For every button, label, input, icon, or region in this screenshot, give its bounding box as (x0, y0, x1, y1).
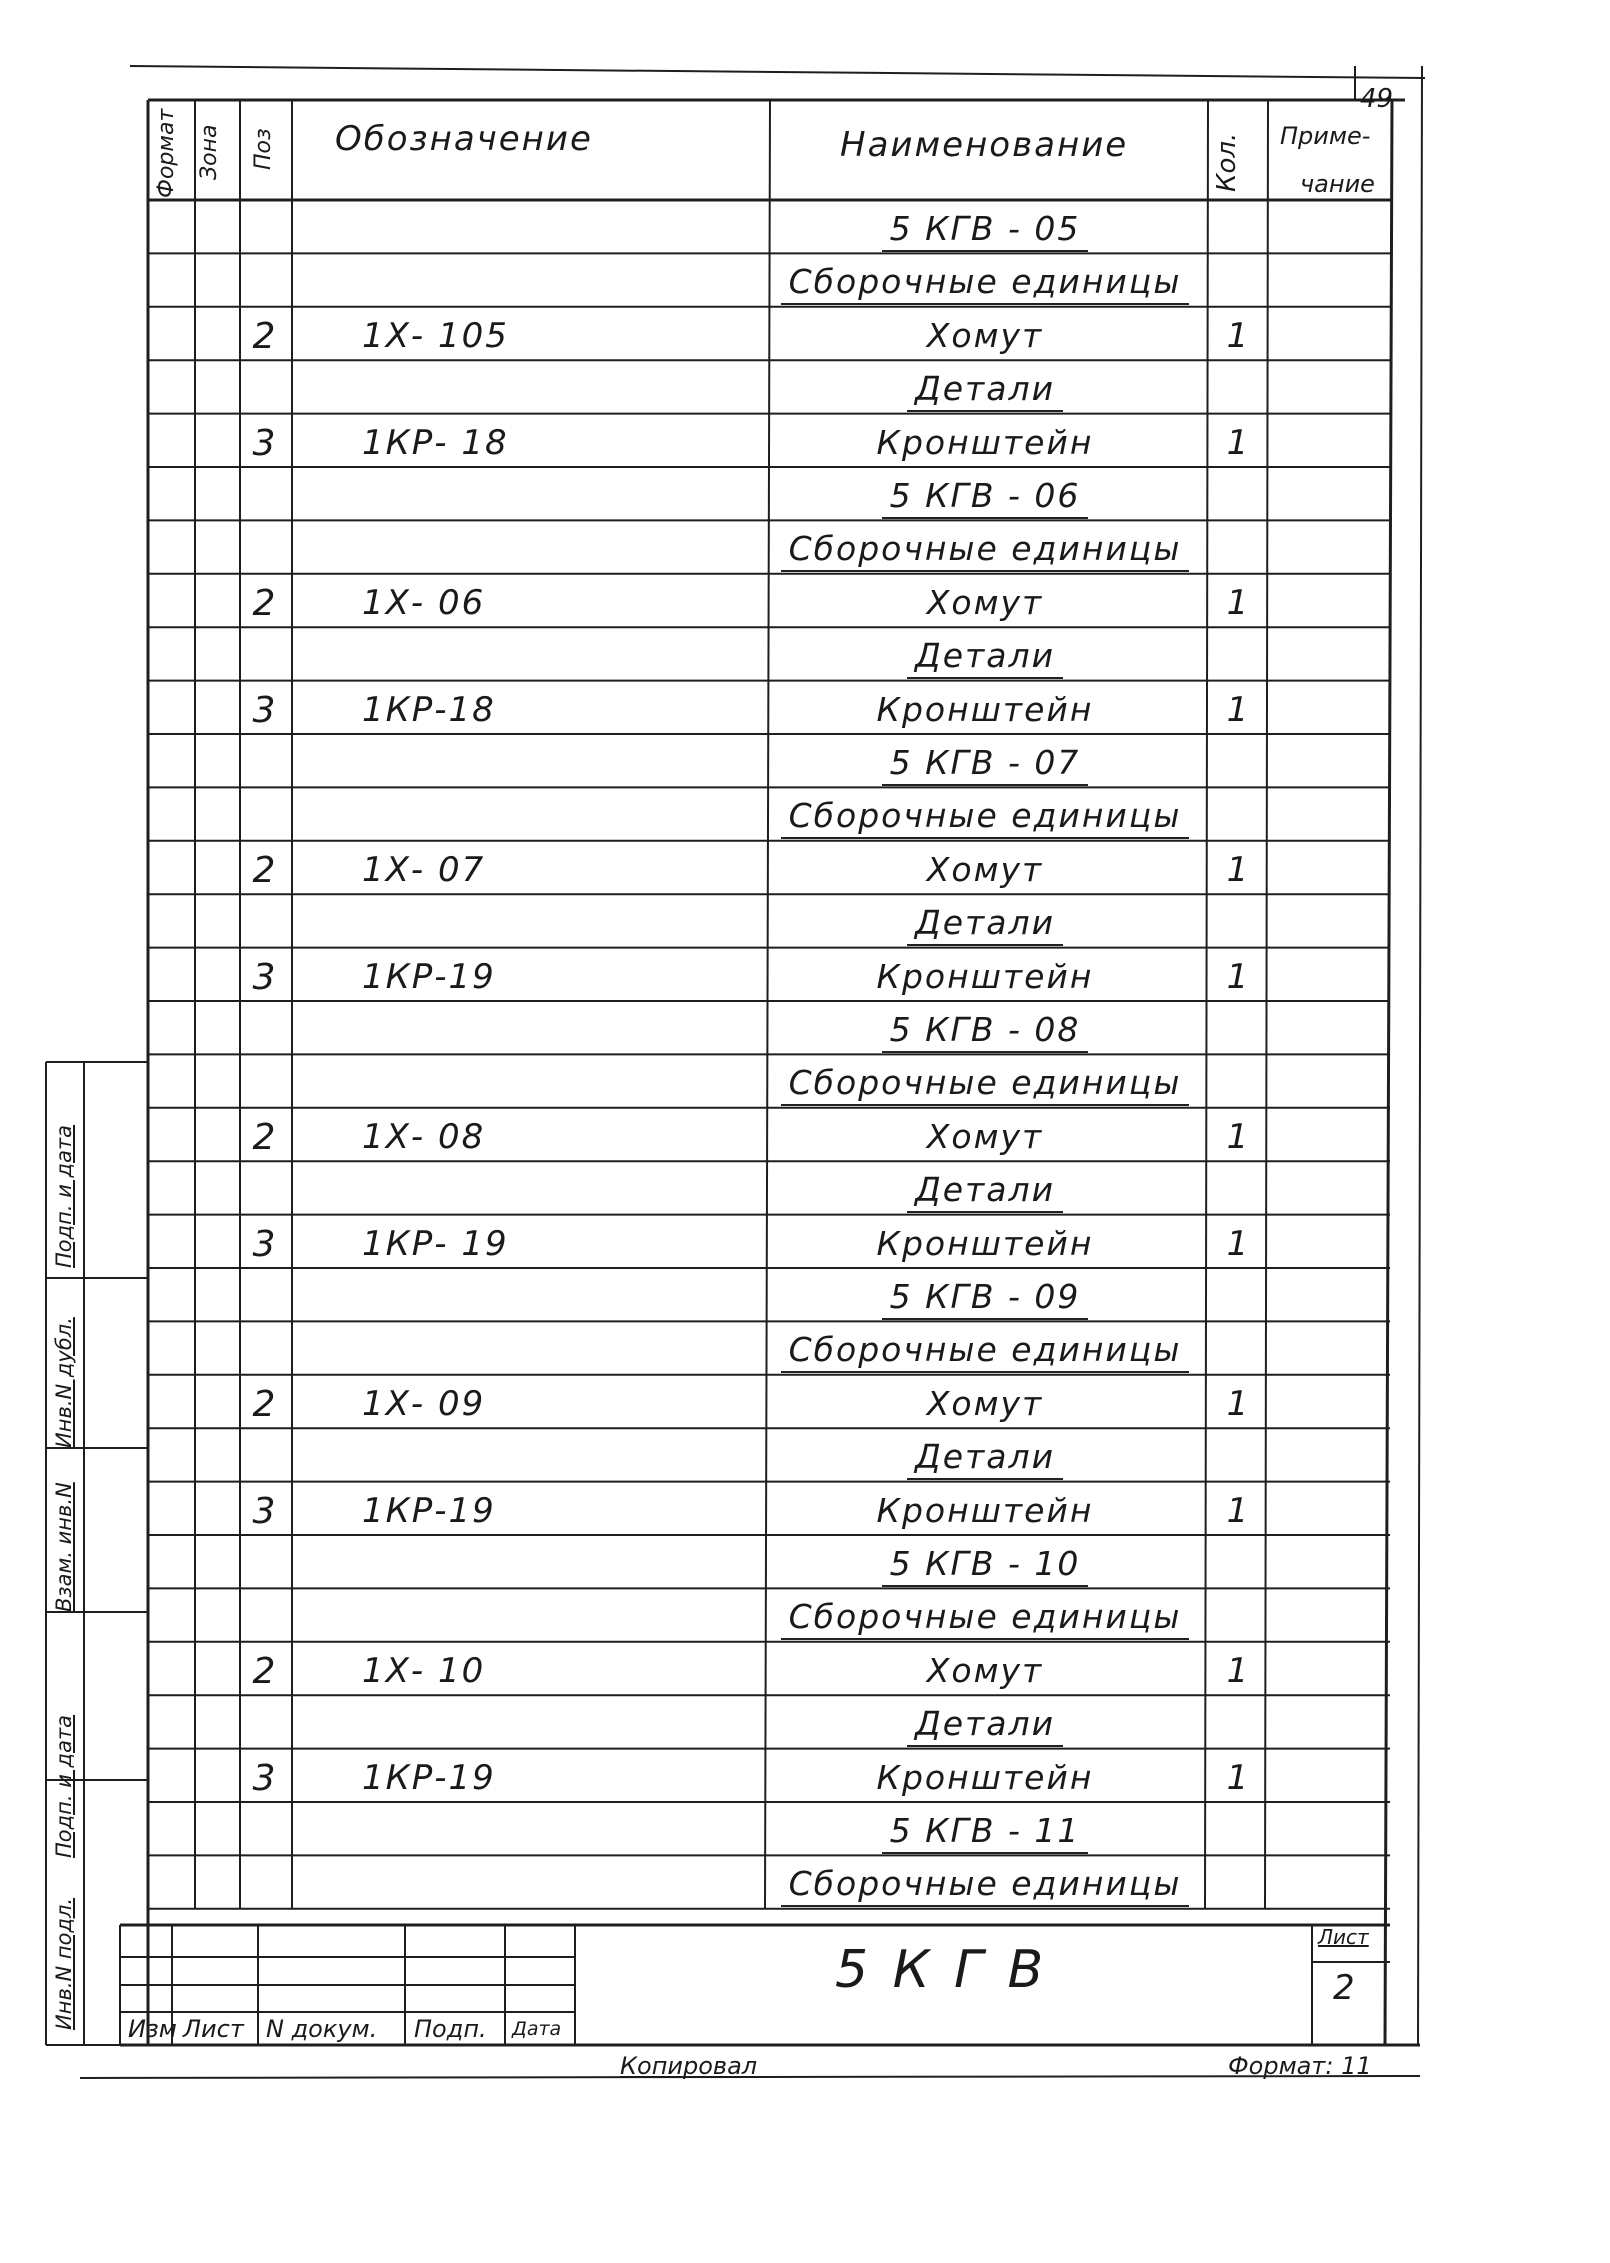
row-name-text: Кронштейн (876, 689, 1094, 729)
row-designation: 1Х- 105 (362, 315, 509, 356)
table-row (0, 520, 1610, 573)
row-name (775, 369, 1195, 409)
table-row (0, 787, 1610, 840)
row-name (775, 796, 1195, 836)
table-row (0, 1268, 1610, 1321)
row-name-text: Хомут (926, 849, 1044, 889)
row-name (775, 1544, 1195, 1583)
table-row (0, 1428, 1610, 1481)
table-row (0, 414, 1610, 467)
row-name-text: Сборочные единицы (781, 529, 1190, 572)
footer-format: Формат: 11 (1228, 2052, 1372, 2080)
header-designation: Обозначение (335, 119, 593, 159)
table-row (0, 894, 1610, 947)
row-name (775, 1864, 1195, 1904)
table-row (0, 1108, 1610, 1161)
row-name-text: 5 КГВ - 10 (882, 1544, 1089, 1587)
table-row (0, 1855, 1610, 1908)
row-name-text: Детали (907, 369, 1063, 412)
row-pos: 2 (252, 1116, 276, 1158)
row-name (775, 1597, 1195, 1637)
row-qty: 1 (1226, 849, 1249, 890)
row-name-text: Хомут (926, 582, 1044, 622)
grid-line (130, 66, 1425, 78)
row-name (775, 743, 1195, 782)
row-name (775, 1116, 1195, 1156)
row-pos: 3 (252, 956, 276, 998)
row-name-text: Детали (907, 1704, 1063, 1747)
row-pos: 2 (252, 1650, 276, 1692)
header-note-line2: чание (1300, 170, 1375, 198)
side-label-podp-data-1: Подп. и дата (52, 1124, 76, 1268)
row-pos: 3 (252, 689, 276, 731)
row-name-text: Хомут (926, 1383, 1044, 1423)
row-name (775, 849, 1195, 889)
table-row (0, 307, 1610, 360)
row-qty: 1 (1226, 582, 1249, 623)
table-row (0, 1215, 1610, 1268)
side-label-vzam-inv: Взам. инв.N (52, 1482, 76, 1612)
title-col-ndoc: N докум. (266, 2015, 378, 2043)
row-qty: 1 (1226, 956, 1249, 997)
row-pos: 2 (252, 582, 276, 624)
row-name-text: Кронштейн (876, 1757, 1094, 1797)
row-name-text: Хомут (926, 315, 1044, 355)
row-name (775, 1170, 1195, 1210)
row-qty: 1 (1226, 1490, 1249, 1531)
row-name-text: Кронштейн (876, 1223, 1094, 1263)
table-row (0, 574, 1610, 627)
title-col-list: Лист (183, 2015, 244, 2043)
title-col-data: Дата (512, 2018, 562, 2040)
row-designation: 1КР- 19 (362, 1223, 509, 1264)
row-name-text: 5 КГВ - 08 (882, 1010, 1089, 1053)
header-qty: Кол. (1212, 132, 1242, 192)
row-pos: 2 (252, 315, 276, 357)
row-name (775, 1010, 1195, 1049)
sheet-corner-number: 49 (1360, 84, 1394, 114)
row-designation: 1КР-18 (362, 689, 496, 730)
header-zone: Зона (197, 124, 222, 180)
table-row (0, 1482, 1610, 1535)
row-designation: 1КР-19 (362, 1490, 496, 1531)
row-name-text: Сборочные единицы (781, 1330, 1190, 1373)
row-pos: 3 (252, 1223, 276, 1265)
table-row (0, 1001, 1610, 1054)
row-pos: 2 (252, 849, 276, 891)
row-name (775, 1757, 1195, 1797)
row-designation: 1КР-19 (362, 1757, 496, 1798)
row-name (775, 636, 1195, 676)
row-qty: 1 (1226, 1383, 1249, 1424)
row-name-text: Кронштейн (876, 422, 1094, 462)
table-row (0, 200, 1610, 253)
row-name-text: Сборочные единицы (781, 1063, 1190, 1106)
table-row (0, 734, 1610, 787)
table-row (0, 1749, 1610, 1802)
row-name-text: Сборочные единицы (781, 1864, 1190, 1907)
side-label-inv-dubl: Инв.N дубл. (52, 1317, 76, 1448)
side-label-podp-data-2: Подп. и дата (52, 1714, 76, 1858)
table-row (0, 253, 1610, 306)
table-row (0, 1802, 1610, 1855)
row-name (775, 1650, 1195, 1690)
table-row (0, 1321, 1610, 1374)
table-row (0, 467, 1610, 520)
row-name (775, 1063, 1195, 1103)
row-name (775, 689, 1195, 729)
row-name (775, 529, 1195, 569)
row-designation: 1Х- 10 (362, 1650, 486, 1691)
row-name (775, 1383, 1195, 1423)
row-qty: 1 (1226, 689, 1249, 730)
row-designation: 1Х- 06 (362, 582, 486, 623)
row-name-text: Детали (907, 1437, 1063, 1480)
row-name-text: 5 КГВ - 06 (882, 476, 1089, 519)
table-row (0, 360, 1610, 413)
table-row (0, 681, 1610, 734)
table-row (0, 1642, 1610, 1695)
row-qty: 1 (1226, 1757, 1249, 1798)
row-name-text: 5 КГВ - 07 (882, 743, 1089, 786)
sheet-number: 2 (1333, 1968, 1355, 2008)
header-note-line1: Приме- (1280, 122, 1371, 150)
table-row (0, 1375, 1610, 1428)
table-row (0, 1161, 1610, 1214)
row-qty: 1 (1226, 1116, 1249, 1157)
row-name-text: Детали (907, 1170, 1063, 1213)
table-row (0, 1695, 1610, 1748)
row-designation: 1Х- 09 (362, 1383, 486, 1424)
row-name (775, 209, 1195, 248)
row-name (775, 1277, 1195, 1316)
header-pos: Поз (251, 128, 276, 170)
row-name-text: Детали (907, 903, 1063, 946)
row-designation: 1Х- 07 (362, 849, 486, 890)
row-name (775, 956, 1195, 996)
row-qty: 1 (1226, 315, 1249, 356)
row-name-text: Хомут (926, 1116, 1044, 1156)
table-row (0, 1588, 1610, 1641)
row-name-text: 5 КГВ - 09 (882, 1277, 1089, 1320)
footer-copied: Копировал (620, 2052, 758, 2080)
row-qty: 1 (1226, 1650, 1249, 1691)
row-name (775, 1437, 1195, 1477)
row-pos: 3 (252, 422, 276, 464)
row-name (775, 315, 1195, 355)
row-name (775, 582, 1195, 622)
table-row (0, 948, 1610, 1001)
table-row (0, 627, 1610, 680)
row-name (775, 1330, 1195, 1370)
row-pos: 3 (252, 1757, 276, 1799)
title-col-podp: Подп. (414, 2015, 487, 2043)
row-name-text: Сборочные единицы (781, 262, 1190, 305)
row-designation: 1Х- 08 (362, 1116, 486, 1157)
row-name-text: Кронштейн (876, 1490, 1094, 1530)
header-name: Наименование (840, 125, 1129, 165)
row-name-text: Сборочные единицы (781, 1597, 1190, 1640)
row-designation: 1КР-19 (362, 956, 496, 997)
row-name (775, 476, 1195, 515)
row-name (775, 1811, 1195, 1850)
row-name (775, 1704, 1195, 1744)
table-row (0, 841, 1610, 894)
row-name (775, 903, 1195, 943)
document-code: 5 К Г В (835, 1940, 1048, 2000)
sheet-label: Лист (1318, 1925, 1369, 1949)
table-row (0, 1535, 1610, 1588)
row-name-text: Сборочные единицы (781, 796, 1190, 839)
row-name-text: 5 КГВ - 05 (882, 209, 1089, 252)
row-pos: 2 (252, 1383, 276, 1425)
table-row (0, 1054, 1610, 1107)
row-name (775, 1490, 1195, 1530)
row-name-text: Детали (907, 636, 1063, 679)
row-name-text: Хомут (926, 1650, 1044, 1690)
header-format: Формат (154, 108, 179, 198)
row-name (775, 422, 1195, 462)
row-name (775, 1223, 1195, 1263)
title-col-izm: Изм (128, 2015, 177, 2043)
row-qty: 1 (1226, 422, 1249, 463)
row-name (775, 262, 1195, 302)
row-qty: 1 (1226, 1223, 1249, 1264)
row-name-text: Кронштейн (876, 956, 1094, 996)
side-label-inv-podl: Инв.N подл. (52, 1897, 76, 2030)
row-designation: 1КР- 18 (362, 422, 509, 463)
row-name-text: 5 КГВ - 11 (882, 1811, 1089, 1854)
row-pos: 3 (252, 1490, 276, 1532)
